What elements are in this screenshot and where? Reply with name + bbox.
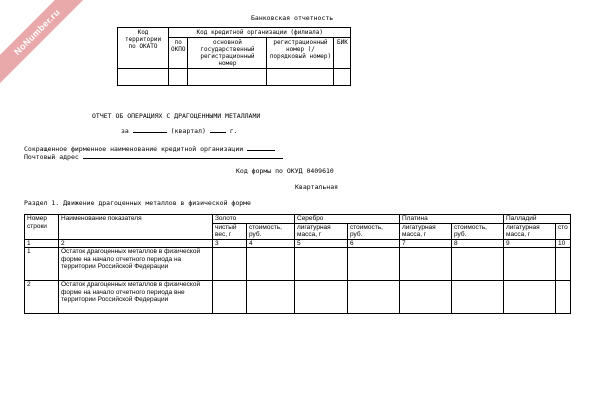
palladium-mass-header: лигатурная масса, г <box>504 223 556 239</box>
data-cell <box>295 248 348 281</box>
data-cell <box>400 281 452 314</box>
okato-cell <box>118 69 169 86</box>
col-number: 5 <box>295 239 348 248</box>
data-cell <box>400 248 452 281</box>
ogrn-cell <box>188 69 267 86</box>
col-number: 9 <box>504 239 556 248</box>
okpo-header: по ОКПО <box>169 38 188 69</box>
col-number: 3 <box>213 239 247 248</box>
address-line <box>24 152 283 161</box>
org-name-blank <box>247 144 275 151</box>
platinum-value-header: стоимость, руб. <box>452 223 504 239</box>
row-indicator: Остаток драгоценных металлов в физической форме на начало отчетного периода на территории Российской Федерации <box>59 248 213 281</box>
row-number: 2 <box>25 281 59 314</box>
table-row <box>25 281 571 314</box>
address-label: Почтовый адрес <box>24 153 79 161</box>
address-blank <box>83 152 283 159</box>
col-number: 10 <box>556 239 571 248</box>
period-prefix: за <box>121 127 129 135</box>
period-line <box>121 126 238 135</box>
palladium-value-header: сто <box>556 223 571 239</box>
report-title: ОТЧЕТ ОБ ОПЕРАЦИЯХ С ДРАГОЦЕННЫМИ МЕТАЛЛАМИ <box>92 112 261 120</box>
silver-header: Серебро <box>295 215 400 224</box>
form-code: Код формы по ОКУД 0409610 <box>236 167 334 175</box>
gold-weight-header: чистый вес, г <box>213 223 247 239</box>
column-number-row <box>25 239 571 248</box>
row-number-header: Номер строки <box>25 215 59 240</box>
platinum-header: Платина <box>400 215 504 224</box>
bank-codes-table <box>117 27 351 86</box>
data-cell <box>452 248 504 281</box>
data-cell <box>556 281 571 314</box>
col-number: 4 <box>247 239 295 248</box>
okpo-cell <box>169 69 188 86</box>
quarter-blank <box>133 126 167 133</box>
silver-value-header: стоимость, руб. <box>348 223 400 239</box>
data-cell <box>348 281 400 314</box>
org-name-label: Сокращенное фирменное наименование кредитной организации <box>24 145 244 153</box>
col-number: 6 <box>348 239 400 248</box>
data-cell <box>213 248 247 281</box>
table-row <box>25 248 571 281</box>
reg-number-cell <box>267 69 334 86</box>
row-number: 1 <box>25 248 59 281</box>
watermark-text: NoNumber.ru <box>12 7 62 57</box>
col-number: 8 <box>452 239 504 248</box>
data-cell <box>295 281 348 314</box>
data-cell <box>504 281 556 314</box>
credit-org-code-header: Код кредитной организации (филиала) <box>169 28 351 38</box>
reg-number-header: регистрационный номер (/порядковый номер) <box>267 38 334 69</box>
report-kind: Банковская отчетность <box>251 14 334 22</box>
data-cell <box>213 281 247 314</box>
metals-movement-table <box>24 214 571 314</box>
gold-header: Золото <box>213 215 295 224</box>
periodicity: Квартальная <box>295 183 339 191</box>
col-number: 7 <box>400 239 452 248</box>
data-cell <box>504 248 556 281</box>
data-cell <box>556 248 571 281</box>
section-title: Раздел 1. Движение драгоценных металлов в физической форме <box>24 199 251 207</box>
palladium-header: Палладий <box>504 215 571 224</box>
year-suffix: г. <box>229 127 238 135</box>
row-indicator: Остаток драгоценных металлов в физической форме на начало отчетного периода вне территории Российской Федерации <box>59 281 213 314</box>
bik-cell <box>334 69 351 86</box>
data-cell <box>247 248 295 281</box>
year-blank <box>210 126 226 133</box>
indicator-header: Наименование показателя <box>59 215 213 240</box>
data-cell <box>247 281 295 314</box>
col-number: 1 <box>25 239 59 248</box>
bik-header: БИК <box>334 38 351 69</box>
quarter-label: (квартал) <box>170 127 206 135</box>
data-cell <box>348 248 400 281</box>
watermark-ribbon <box>0 0 97 92</box>
gold-value-header: стоимость, руб. <box>247 223 295 239</box>
ogrn-header: основной государственный регистрационный номер <box>188 38 267 69</box>
platinum-mass-header: лигатурная масса, г <box>400 223 452 239</box>
col-number: 2 <box>59 239 213 248</box>
data-cell <box>452 281 504 314</box>
okato-header: Код территории по ОКАТО <box>118 28 169 69</box>
silver-mass-header: лигатурная масса, г <box>295 223 348 239</box>
